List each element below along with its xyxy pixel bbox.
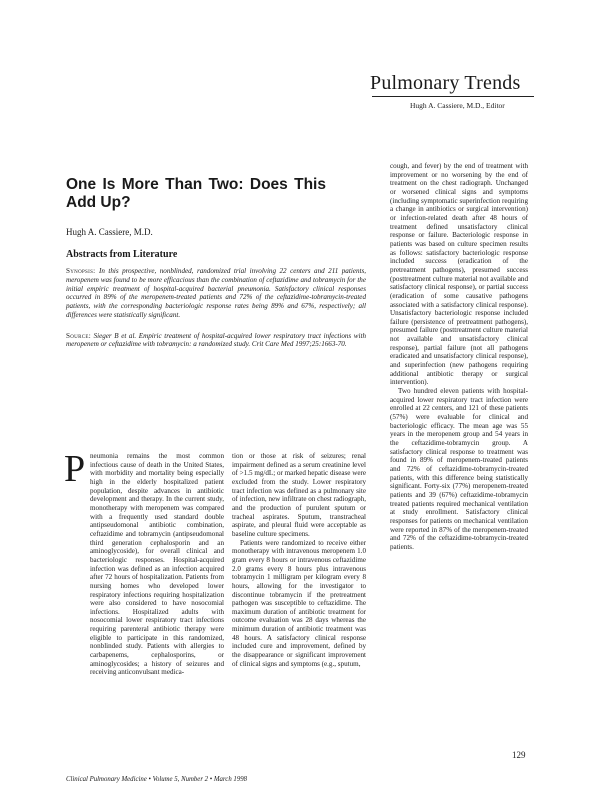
body-column-3 <box>390 162 528 552</box>
journal-footer: Clinical Pulmonary Medicine • Volume 5, Number 2 • March 1998 <box>66 776 248 783</box>
source-text: Sieger B et al. Empiric treatment of hospital-acquired lower respiratory tract infections with meropenem or ceftazidime with tobramycin: a randomized study. Crit Care Med 1997;25:1663-70. <box>66 331 366 349</box>
synopsis <box>66 267 366 319</box>
body-paragraph: cough, and fever) by the end of treatment with improvement or no worsening by the end of treatment on the chest radiograph. Unchanged or worsened clinical signs and symptoms (including symptomatic superinfection requiring a change in antibiotics or surgical intervention) or infection-related death after 48 hours of treatment defined unsatisfactory clinical response or failure. Bacteriologic response in patients was based on culture specimen results as follows: satisfactory bacteriologic response included success (eradication of the pretreatment pathogens), presumed success (posttreatment culture material not available and satisfactory clinical response), or partial success (eradication of some causative pathogens associated with a satisfactory clinical response). Unsatisfactory bacteriologic response included failure (persistence of pretreatment pathogens), presumed failure (posttreatment culture material not available and unsatisfactory clinical response), partial failure (not all pathogens eradicated and unsatisfactory clinical response), and superinfection (new pathogens requiring additional antibiotic therapy or surgical intervention). <box>390 162 528 387</box>
article-title: One Is More Than Two: Does This Add Up? <box>66 176 326 211</box>
body-paragraph: Two hundred eleven patients with hospital-acquired lower respiratory tract infection were enrolled at 22 centers, and 121 of these patients (57%) were evaluable for clinical and bacteriologic efficacy. The mean age was 55 years in the meropenem group and 54 years in the ceftazidime-tobramycin group. A satisfactory clinical response to treatment was found in 89% of meropenem-treated patients and 72% of ceftazidime-tobramycin-treated patients, with this difference being statistically significant. Forty-six (77%) meropenem-treated patients and 39 (67%) ceftazidime-tobramycin treated patients required mechanical ventilation at study enrollment. Satisfactory clinical responses for patients on mechanical ventilation were reported in 87% of the meropenem-treated and 72% of the ceftazidime-tobramycin-treated patients. <box>390 387 528 551</box>
body-column-1 <box>64 448 224 677</box>
body-paragraph: tion or those at risk of seizures; renal impairment defined as a serum creatinine level of >1.5 mg/dL; or marked hepatic disease were excluded from the study. Lower respiratory tract infection was defined as a pulmonary site of infection, new infiltrate on chest radiograph, and the production of purulent sputum or tracheal aspirates. Sputum, transtracheal aspirate, and pleural fluid were acceptable as baseline culture specimens. <box>232 452 367 538</box>
synopsis-label: Synopsis: <box>66 267 96 276</box>
section-title: Pulmonary Trends <box>370 72 521 94</box>
page-number: 129 <box>512 750 526 760</box>
source <box>66 332 366 349</box>
body-column-2 <box>232 452 366 668</box>
body-paragraph <box>64 448 224 677</box>
article-author: Hugh A. Cassiere, M.D. <box>66 227 153 237</box>
source-label: Source: <box>66 331 91 340</box>
section-divider <box>372 96 534 97</box>
abstract-heading: Abstracts from Literature <box>66 248 178 260</box>
body-paragraph: Patients were randomized to receive either monotherapy with intravenous meropenem 1.0 gram every 8 hours or intravenous ceftazidime 2.0 grams every 8 hours plus intravenous tobramycin 1 milligram per kilogram every 8 hours, allowing for the investigator to discontinue tobramycin if the pretreatment pathogen was susceptible to ceftazidime. The maximum duration of antibiotic treatment for outcome evaluation was 28 days whereas the minimum duration of antibiotic treatment was 48 hours. A satisfactory clinical response included cure and improvement, defined by the disappearance or significant improvement of clinical signs and symptoms (e.g., sputum, <box>232 538 366 668</box>
body-text: neumonia remains the most common infectious cause of death in the United States, with morbidity and mortality being especially high in the elderly hospitalized patient population, despite advances in antibiotic development and therapy. In the current study, monotherapy with meropenem was compared with a frequently used standard double antipseudomonal antibiotic combination, ceftazidime and tobramycin (antipseudomonal third generation cephalosporin and an aminoglycoside), for overall clinical and bacteriologic responses. Hospital-acquired infection was defined as an infection acquired after 72 hours of hospitalization. Patients from nursing homes who developed lower respiratory infections requiring hospitalization were also considered to have nosocomial infections. Hospitalized adults with nosocomial lower respiratory tract infections requiring parenteral antibiotic therapy were eligible to participate in this randomized, nonblinded study. Patients with allergies to carbapenems, cephalosporins, or aminoglycosides; a history of seizures and receiving anticonvulsant medica- <box>90 452 224 677</box>
synopsis-text: In this prospective, nonblinded, randomized trial involving 22 centers and 211 patients, meropenem was found to be more efficacious than the combination of ceftazidime and tobramycin for the initial empiric treatment of hospital-acquired bacterial pneumonia. Satisfactory clinical responses occurred in 89% of the meropenem-treated patients and 72% of the ceftazidime-tobramycin-treated patients, with the corresponding bacteriologic response rates being 89% and 67%, respectively; all differences were statistically significant. <box>66 267 366 319</box>
section-editor: Hugh A. Cassiere, M.D., Editor <box>410 101 505 110</box>
article-header <box>66 170 366 349</box>
drop-cap: P <box>64 448 86 490</box>
